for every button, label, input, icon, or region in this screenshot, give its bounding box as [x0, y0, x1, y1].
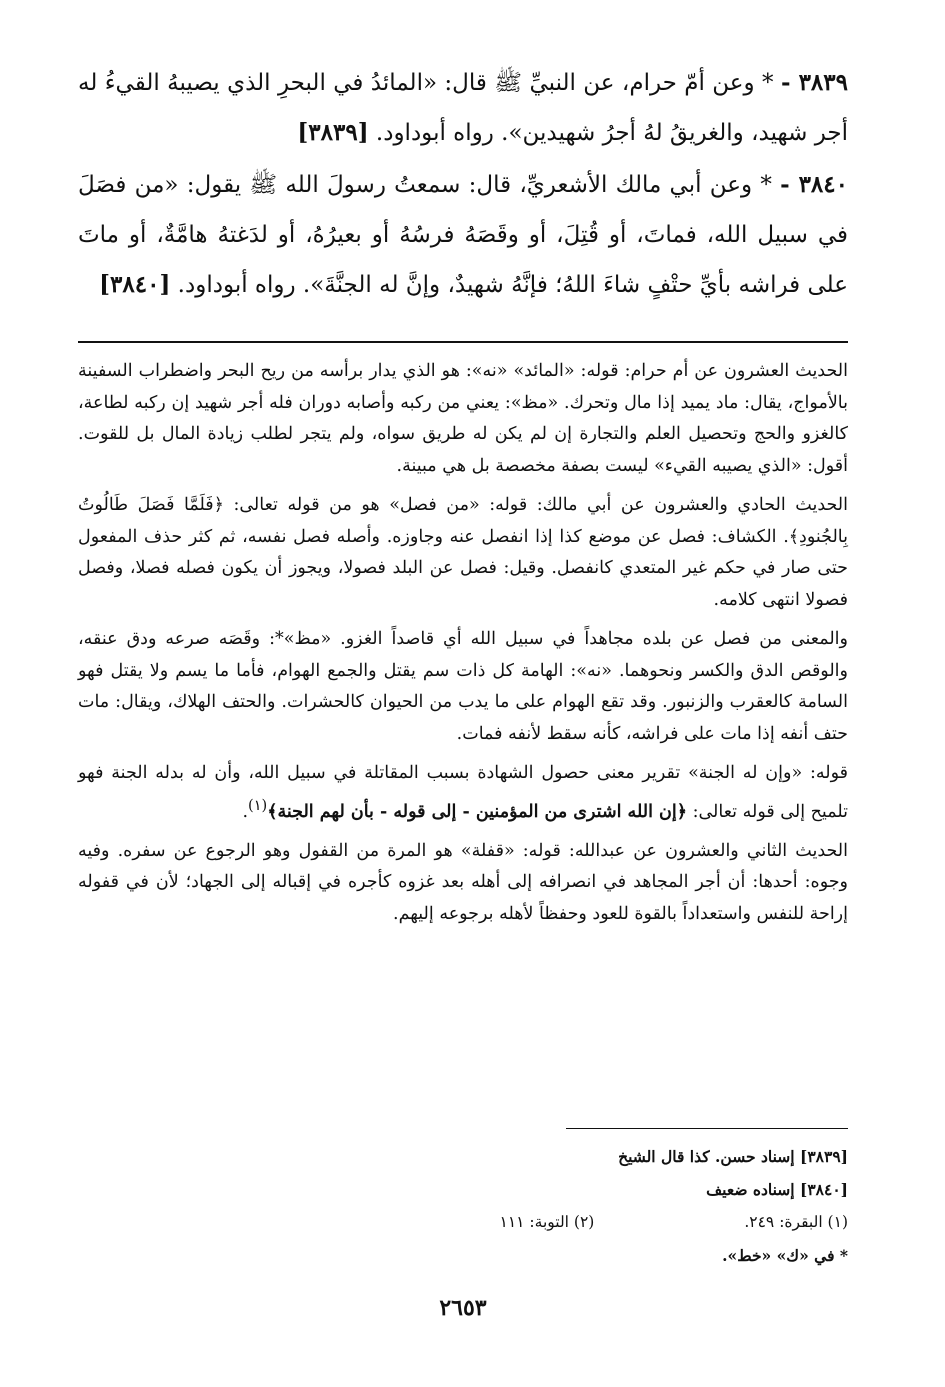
- hadith-reference: [٣٨٤٠]: [99, 271, 171, 298]
- main-divider: [78, 341, 848, 343]
- footnote-source: (١) البقرة: ٢٤٩.: [744, 1213, 848, 1231]
- footnote-grading: [٣٨٣٩] إسناد حسن. كذا قال الشيخ: [618, 1147, 848, 1166]
- footnote-note: * في «ك» «خط».: [722, 1246, 848, 1265]
- commentary-text: . الكشاف: فصل عن موضع كذا إذا انفصل عنه وجاوزه. وأصله فصل نفسه، ثم كثر حذف المفعول حتى صار في حكم غير المتعدي كانفصل. وقيل: فصل عن البلد فصولا، ويجوز أن يكون فصله فصلا، وفصل فصولا انتهى كلامه.: [78, 526, 848, 610]
- commentary-text: قوله: «وإن له الجنة» تقرير معنى حصول الشهادة بسبب المقاتلة في سبيل الله، وأن له بدله الجنة فهو تلميح إلى قوله تعالى:: [78, 763, 848, 822]
- footnote-source: (٢) التوبة: ١١١: [499, 1213, 595, 1231]
- commentary-paragraph: والمعنى من فصل عن بلده مجاهداً في سبيل الله أي قاصداً الغزو. «مظ»*: وقَصَه صرعه ودق عنقه، والوقص الدق والكسر ونحوهما. «نه»: الهامة كل ذات سم يقتل والجمع الهوام، فأما ما يسم ولا يقتل فهو السامة كالعقرب والزنبور. وقد تقع الهوام على ما يدب من الحيوان كالحشرات. والحتف الهلاك، ويقال: مات حتف أنفه إذا مات على فراشه، كأنه سقط لأنفه فمات.: [78, 629, 848, 744]
- hadith-number: ٣٨٣٩ -: [780, 69, 848, 96]
- commentary-paragraph: [78, 758, 848, 828]
- hadith-3839: [78, 58, 848, 158]
- commentary-text: الحديث الحادي والعشرون عن أبي مالك: قوله: «من فصل» هو من قوله تعالى:: [233, 495, 848, 515]
- footnote-row: [78, 1206, 848, 1239]
- commentary-paragraph: الحديث العشرون عن أم حرام: قوله: «المائد» «نه»: هو الذي يدار برأسه من ريح البحر واضطراب السفينة بالأمواج، يقال: ماد يميد إذا مال وتحرك. «مظ»: يعني من ركبه وأصابه دوران فله أجر شهيد إن ركبه لطاعة، كالغزو والحج وتحصيل العلم والتجارة إن لم يكن له طريق سواه، ولم يتجر لطلب زيادة المال بل للقوت. أقول: «الذي يصيبه القيء» ليست بصفة مخصصة بل هي مبينة.: [78, 361, 848, 476]
- footnote-grading: [٣٨٤٠] إسناده ضعيف: [706, 1180, 848, 1199]
- book-page: [78, 58, 848, 1358]
- footnotes-section: [78, 1140, 848, 1272]
- commentary-section: [78, 356, 848, 938]
- hadith-reference: [٣٨٣٩]: [297, 119, 369, 146]
- hadith-3840: [78, 160, 848, 310]
- commentary-text: .: [242, 801, 249, 822]
- footnote-divider: [566, 1128, 848, 1129]
- footnote-marker: (١): [248, 796, 268, 814]
- quran-quote: ﴿فَلَمَّا فَصَلَ طَالُوتُ بِالجُنودِ﴾: [78, 495, 848, 547]
- hadith-number: ٣٨٤٠ -: [780, 171, 848, 198]
- hadith-text: * وعن أمّ حرام، عن النبيِّ ﷺ قال: «المائدُ في البحرِ الذي يصيبهُ القيءُ له أجر شهيد، والغريقُ لهُ أجرُ شهيدين». رواه أبوداود.: [78, 70, 848, 146]
- commentary-paragraph: [78, 490, 848, 616]
- commentary-paragraph: الحديث الثاني والعشرون عن عبدالله: قوله: «قفلة» هو المرة من القفول وهو الرجوع عن سفره. وفيه وجوه: أحدها: أن أجر المجاهد في انصرافه إلى أهله بعد غزوه كأجره في إقباله إلى الجهاد؛ لأن في قفوله إراحة للنفس واستعداداً بالقوة للعود وحفظاً لأهله برجوعه إليهم.: [78, 840, 848, 924]
- page-number: ٢٦٥٣: [439, 1295, 487, 1321]
- hadith-text: * وعن أبي مالك الأشعريِّ، قال: سمعتُ رسولَ الله ﷺ يقول: «من فصَلَ في سبيل الله، فماتَ، أو قُتِلَ، أو وقَصَهُ فرسُهُ أو بعيرُهُ، أو لدَغتهُ هامَّةٌ، أو ماتَ على فراشه بأيِّ حتْفٍ شاءَ اللهُ؛ فإنَّهُ شهيدٌ، وإنَّ له الجنَّةَ». رواه أبوداود.: [78, 172, 848, 298]
- quran-quote: ﴿إن الله اشترى من المؤمنين - إلى قوله - بأن لهم الجنة﴾: [267, 801, 687, 822]
